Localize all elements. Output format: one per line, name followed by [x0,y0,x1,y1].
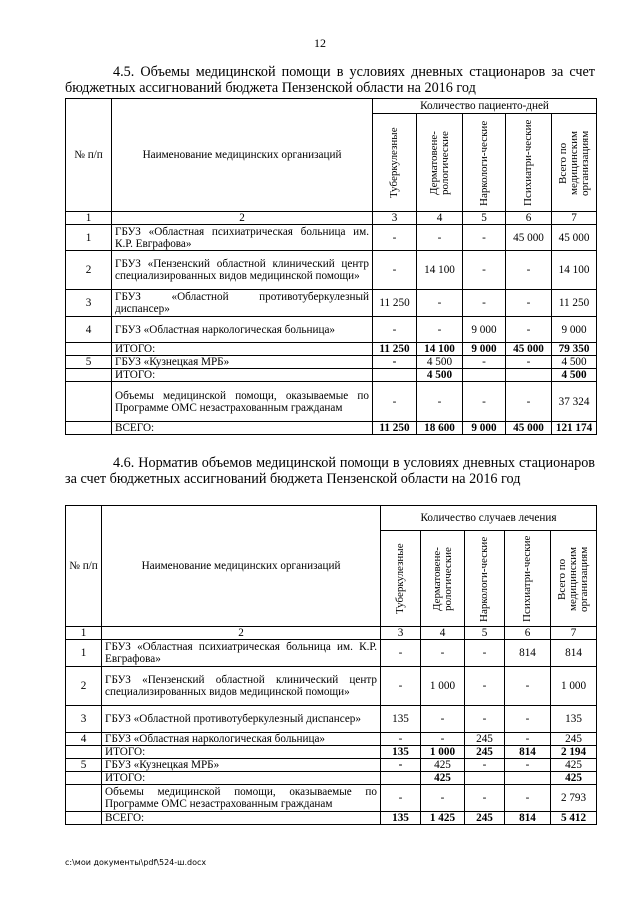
header-col-psych: Психиатри-ческие [506,114,552,212]
index-row: 1 2 3 4 5 6 7 [66,212,597,225]
subtotal-row: ИТОГО: 135 1 000 245 814 2 194 [66,746,597,759]
header-name: Наименование медицинских организаций [112,99,373,212]
header-col-total: Всего по медицинским организациям [551,531,597,627]
section-title-4-6: 4.6. Норматив объемов медицинской помощи в условиях дневных стационаров за счет бюджетных ассигнований бюджета Пензенской области на 2016 год [65,455,595,487]
header-col-psych: Психиатри-ческие [505,531,551,627]
table-4-6 [65,505,597,825]
table-row: 2 ГБУЗ «Пензенский областной клинический центр специализированных видов медицинской помощи» - 14 100 - - 14 100 [66,251,597,290]
table-row: 2 ГБУЗ «Пензенский областной клинический центр специализированных видов медицинской помощи» - 1 000 - - 1 000 [66,667,597,706]
total-row: ВСЕГО: 135 1 425 245 814 5 412 [66,812,597,825]
header-col-tb: Туберкулезные [381,531,421,627]
table-row: Объемы медицинской помощи, оказываемые по Программе ОМС незастрахованным гражданам - - - - 37 324 [66,382,597,422]
index-row: 1 2 3 4 5 6 7 [66,627,597,640]
table-row: 5 ГБУЗ «Кузнецкая МРБ» - 425 - - 425 [66,759,597,772]
footer-file-path: c:\мои документы\pdf\524-ш.docx [65,858,207,867]
table-row: 3 ГБУЗ «Областной противотуберкулезный диспансер» 135 - - - 135 [66,706,597,733]
header-col-narc: Наркологи-ческие [463,114,506,212]
header-col-derm: Дерматовене-рологические [417,114,463,212]
header-group: Количество случаев лечения [381,506,597,531]
subtotal-row: ИТОГО: 11 250 14 100 9 000 45 000 79 350 [66,343,597,356]
page-number: 12 [314,36,326,50]
header-num: № п/п [66,99,112,212]
header-col-narc: Наркологи-ческие [465,531,505,627]
header-col-tb: Туберкулезные [373,114,417,212]
header-col-total: Всего по медицинским организациям [552,114,597,212]
table-row: 3 ГБУЗ «Областной противотуберкулезный диспансер» 11 250 - - - 11 250 [66,290,597,317]
section-title-4-5: 4.5. Объемы медицинской помощи в условиях дневных стационаров за счет бюджетных ассигнований бюджета Пензенской области на 2016 год [65,64,595,96]
header-group: Количество пациенто-дней [373,99,597,114]
subtotal-row: ИТОГО: 4 500 4 500 [66,369,597,382]
header-num: № п/п [66,506,102,627]
total-row: ВСЕГО: 11 250 18 600 9 000 45 000 121 174 [66,422,597,435]
table-4-5 [65,98,597,435]
header-col-derm: Дерматовене-рологические [421,531,465,627]
table-row: 4 ГБУЗ «Областная наркологическая больница» - - 9 000 - 9 000 [66,317,597,343]
table-row: 4 ГБУЗ «Областная наркологическая больница» - - 245 - 245 [66,733,597,746]
table-row: 1 ГБУЗ «Областная психиатрическая больница им. К.Р. Евграфова» - - - 814 814 [66,640,597,667]
subtotal-row: ИТОГО: 425 425 [66,772,597,785]
table-row: 1 ГБУЗ «Областная психиатрическая больница им. К.Р. Евграфова» - - - 45 000 45 000 [66,225,597,251]
table-row: Объемы медицинской помощи, оказываемые по Программе ОМС незастрахованным гражданам - - - - 2 793 [66,785,597,812]
table-row: 5 ГБУЗ «Кузнецкая МРБ» - 4 500 - - 4 500 [66,356,597,369]
header-name: Наименование медицинских организаций [102,506,381,627]
